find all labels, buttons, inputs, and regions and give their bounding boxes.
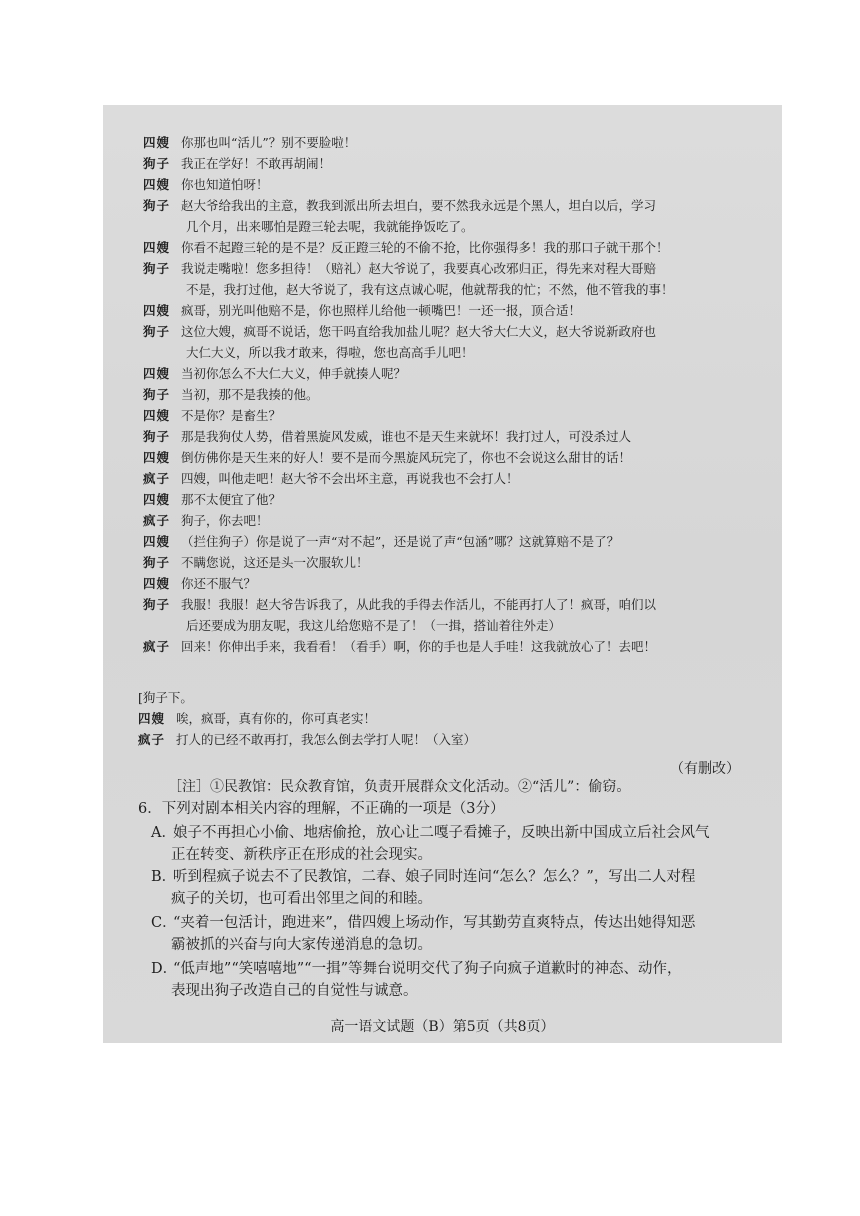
script-line [143, 324, 754, 340]
dialogue-text-cont: 不是，我打过他，赵大爷说了，我有这点诚心呢，他就帮我的忙；不然，他不管我的事！ [186, 282, 674, 297]
dialogue-text: 你那也叫“活儿”？别不要脸啦！ [181, 135, 357, 150]
dialogue-text: 四嫂，叫他走吧！赵大爷不会出坏主意，再说我也不会打人！ [181, 471, 519, 486]
dialogue-text: 你看不起蹬三轮的是不是？反正蹬三轮的不偷不抢，比你强得多！我的那口子就干那个！ [181, 240, 669, 255]
option-text-cont: 表现出狗子改造自己的自觉性与诚意。 [171, 983, 418, 999]
speaker-label: 狗子 [143, 324, 171, 339]
speaker-label: 狗子 [143, 198, 171, 213]
script-line [143, 261, 754, 277]
option-label: C． [151, 915, 177, 931]
speaker-label: 疯子 [138, 732, 166, 747]
dialogue-text: 倒仿佛你是天生来的好人！要不是而今黑旋风玩完了，你也不会说这么甜甘的话！ [181, 450, 632, 465]
speaker-label: 四嫂 [143, 240, 171, 255]
speaker-label: 疯子 [143, 471, 171, 486]
option-text: 听到程疯子说去不了民教馆，二春、娘子同时连问“怎么？怎么？”，写出二人对程 [173, 869, 696, 885]
dialogue-text: 我正在学好！不敢再胡闹！ [181, 156, 332, 171]
dialogue-text: 不是你？是畜生？ [181, 408, 282, 423]
dialogue-text-cont: 后还要成为朋友呢，我这儿给您赔不是了！（一揖，搭讪着往外走） [186, 618, 562, 633]
speaker-label: 四嫂 [143, 450, 171, 465]
script-line [143, 597, 754, 613]
script-line [143, 429, 754, 445]
speaker-label: 四嫂 [143, 135, 171, 150]
dialogue-text: 我服！我服！赵大爷告诉我了，从此我的手得去作活儿，不能再打人了！疯哥，咱们以 [181, 597, 657, 612]
speaker-label: 四嫂 [138, 711, 166, 726]
option-text: “低声地”“笑嘻嘻地”“一揖”等舞台说明交代了狗子向疯子道歉时的神态、动作， [173, 961, 682, 977]
script-line [143, 240, 754, 256]
script-line [143, 408, 754, 424]
script-line [143, 555, 754, 571]
script-line [143, 177, 754, 193]
script-line [143, 156, 754, 172]
option-b [151, 866, 752, 910]
script-line [143, 639, 754, 655]
dialogue-text: 当初，那不是我揍的他。 [181, 387, 319, 402]
option-text-cont: 霸被抓的兴奋与向大家传递消息的急切。 [171, 937, 432, 953]
script-line [143, 198, 754, 214]
option-text-cont: 正在转变、新秩序正在形成的社会现实。 [171, 847, 432, 863]
dialogue-text: 回来！你伸出手来，我看看！（看手）啊，你的手也是人手哇！这我就放心了！去吧！ [181, 639, 657, 654]
page-footer: 高一语文试题（B）第5页（共8页） [330, 1019, 555, 1035]
script-line [143, 303, 754, 319]
speaker-label: 四嫂 [143, 408, 171, 423]
script-line [143, 576, 754, 592]
option-label: B． [151, 869, 177, 885]
dialogue-text: 我说走嘴啦！您多担待！（赔礼）赵大爷说了，我要真心改邪归正，得先来对程大哥赔 [181, 261, 657, 276]
dialogue-text-cont: 大仁大义，所以我才敢来，得啦，您也高高手儿吧！ [186, 345, 474, 360]
option-text: “夹着一包活计，跑进来”，借四嫂上场动作，写其勤劳直爽特点，传达出她得知恶 [173, 915, 696, 931]
speaker-label: 狗子 [143, 597, 171, 612]
stage-direction-exit: [狗子下。 [138, 690, 193, 705]
speaker-label: 狗子 [143, 261, 171, 276]
script-line [143, 450, 754, 466]
option-a [151, 822, 752, 866]
script-line [143, 492, 754, 508]
script-line [143, 534, 754, 550]
dialogue-text: 当初你怎么不大仁大义，伸手就揍人呢？ [181, 366, 407, 381]
option-c [151, 912, 752, 956]
dialogue-text: 那是我狗仗人势，借着黑旋风发威，谁也不是天生来就坏！我打过人，可没杀过人 [181, 429, 632, 444]
dialogue-text: 那不太便宜了他？ [181, 492, 282, 507]
speaker-label: 四嫂 [143, 177, 171, 192]
speaker-label: 疯子 [143, 639, 171, 654]
speaker-label: 四嫂 [143, 576, 171, 591]
dialogue-text: 你也知道怕呀！ [181, 177, 269, 192]
dialogue-text: 狗子，你去吧！ [181, 513, 269, 528]
dialogue-text: 这位大嫂，疯哥不说话，您干吗直给我加盐儿呢？赵大爷大仁大义，赵大爷说新政府也 [181, 324, 657, 339]
speaker-label: 四嫂 [143, 492, 171, 507]
option-d [151, 958, 752, 1002]
source-note: （有删改） [670, 761, 740, 777]
speaker-label: 狗子 [143, 156, 171, 171]
option-text: 娘子不再担心小偷、地痞偷抢，放心让二嘎子看摊子，反映出新中国成立后社会风气 [173, 825, 710, 841]
script-line [143, 366, 754, 382]
speaker-label: 四嫂 [143, 534, 171, 549]
question-stem: 6．下列对剧本相关内容的理解，不正确的一项是（3分） [138, 801, 505, 817]
dialogue-text: （拦住狗子）你是说了一声“对不起”，还是说了声“包涵”哪？这就算赔不是了？ [181, 534, 620, 549]
annotation: ［注］①民教馆：民众教育馆，负责开展群众文化活动。②“活儿”：偷窃。 [168, 779, 631, 795]
option-label: D． [151, 961, 178, 977]
script-line [143, 513, 754, 529]
script-line [143, 135, 754, 151]
script-line [143, 471, 754, 487]
script-line [138, 711, 754, 727]
dialogue-text: 疯哥，别光叫他赔不是，你也照样儿给他一顿嘴巴！一还一报，顶合适！ [181, 303, 582, 318]
dialogue-text: 打人的已经不敢再打，我怎么倒去学打人呢！（入室） [176, 732, 477, 747]
speaker-label: 四嫂 [143, 366, 171, 381]
option-text-cont: 疯子的关切，也可看出邻里之间的和睦。 [171, 891, 432, 907]
dialogue-text-cont: 几个月，出来哪怕是蹬三轮去呢，我就能挣饭吃了。 [186, 219, 474, 234]
script-line [138, 732, 754, 748]
speaker-label: 狗子 [143, 555, 171, 570]
speaker-label: 狗子 [143, 429, 171, 444]
speaker-label: 四嫂 [143, 303, 171, 318]
dialogue-text: 唉，疯哥，真有你的，你可真老实！ [176, 711, 377, 726]
dialogue-text: 不瞒您说，这还是头一次服软儿！ [181, 555, 369, 570]
speaker-label: 疯子 [143, 513, 171, 528]
speaker-label: 狗子 [143, 387, 171, 402]
dialogue-text: 你还不服气？ [181, 576, 257, 591]
script-line [143, 387, 754, 403]
exam-page [103, 105, 782, 1043]
option-label: A． [151, 825, 176, 841]
dialogue-text: 赵大爷给我出的主意，教我到派出所去坦白，要不然我永远是个黑人，坦白以后，学习 [181, 198, 657, 213]
